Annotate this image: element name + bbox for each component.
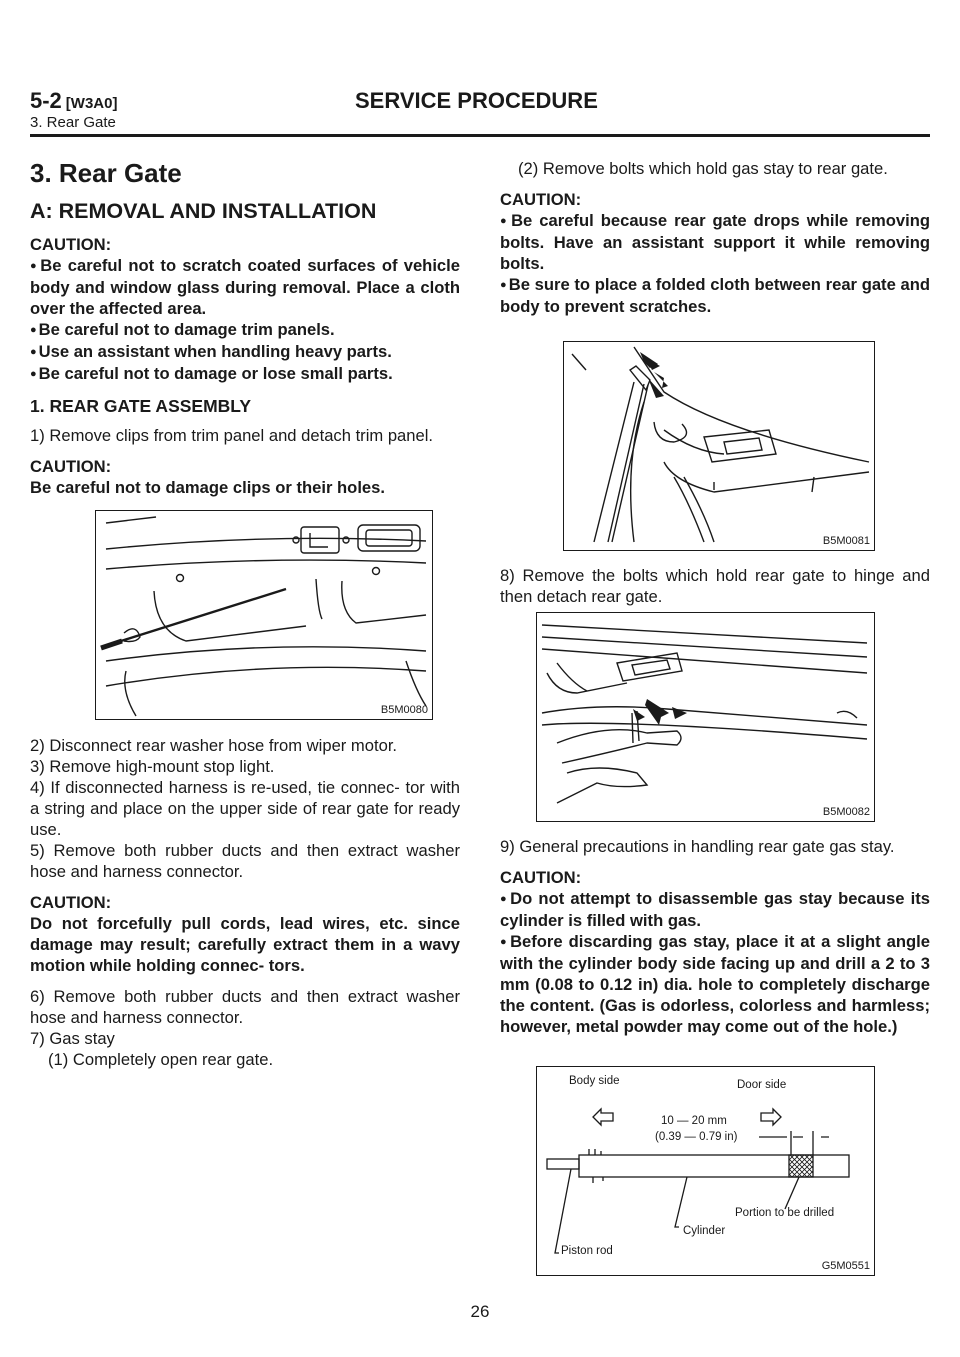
- door-side-arrow-icon: [761, 1109, 781, 1125]
- hinge-drawing: [537, 613, 874, 821]
- page-number: 26: [470, 1302, 490, 1321]
- caution-bullet: ● Be careful not to scratch coated surfaces of vehicle body and window glass during removal. Place a cloth over the affected area.: [30, 255, 460, 319]
- body-side-label: Body side: [569, 1075, 620, 1087]
- gas-stay-drawing: [564, 342, 874, 550]
- figure-hinge-bolts: [536, 612, 875, 822]
- dimension-mm-label: 10 — 20 mm: [661, 1115, 727, 1127]
- dimension-in-label: (0.39 — 0.79 in): [655, 1131, 738, 1143]
- step-text: 4) If disconnected harness is re-used, tie connec- tor with a string and place on the upper side of rear gate for ready use.: [30, 778, 460, 839]
- figure-caption: B5M0082: [822, 806, 870, 818]
- step-text: 7) Gas stay: [30, 1029, 115, 1048]
- right-column-step8: [500, 565, 930, 607]
- figure-caption: B5M0081: [822, 535, 870, 547]
- cylinder-label: Cylinder: [683, 1225, 726, 1237]
- figure-caption: G5M0551: [821, 1260, 870, 1272]
- caution-bullet: ● Be careful not to damage trim panels.: [30, 319, 460, 341]
- caution-bullet: ● Be careful because rear gate drops while removing bolts. Have an assistant support it while removing bolts.: [500, 210, 930, 274]
- caution-label: CAUTION:: [500, 868, 582, 887]
- caution-bullet: ● Do not attempt to disassemble gas stay because its cylinder is filled with gas.: [500, 888, 930, 931]
- section-code: 5-2 [W3A0]: [30, 88, 118, 113]
- piston-rod-label: Piston rod: [561, 1245, 613, 1257]
- left-column-lower: [30, 735, 460, 1070]
- step-text: (2) Remove bolts which hold gas stay to rear gate.: [518, 159, 888, 178]
- figure-caption: B5M0080: [380, 704, 428, 716]
- step-text: 8) Remove the bolts which hold rear gate to hinge and then detach rear gate.: [500, 566, 930, 606]
- page-title: SERVICE PROCEDURE: [355, 88, 598, 113]
- caution-text: Be careful not to damage clips or their holes.: [30, 478, 385, 497]
- section-heading: 3. Rear Gate: [30, 158, 182, 188]
- header-rule: [30, 134, 930, 137]
- right-column: [500, 158, 930, 317]
- right-column-step9: [500, 836, 930, 1037]
- drill-portion-label: Portion to be drilled: [735, 1207, 835, 1219]
- left-column: [30, 158, 460, 498]
- caution-label: CAUTION:: [30, 235, 112, 254]
- caution-label: CAUTION:: [30, 893, 112, 912]
- caution-bullet: ● Be sure to place a folded cloth between rear gate and body to prevent scratches.: [500, 274, 930, 317]
- figure-gas-stay-bolts: [563, 341, 875, 551]
- section-tag: [W3A0]: [65, 95, 118, 112]
- caution-label: CAUTION:: [30, 457, 112, 476]
- body-side-arrow-icon: [593, 1109, 613, 1125]
- caution-bullet: ● Use an assistant when handling heavy parts.: [30, 341, 460, 363]
- step-text: (1) Completely open rear gate.: [48, 1050, 274, 1069]
- step-text: 3) Remove high-mount stop light.: [30, 757, 275, 776]
- step-text: 6) Remove both rubber ducts and then extract washer hose and harness connector.: [30, 987, 460, 1027]
- step-text: 5) Remove both rubber ducts and then extract washer hose and harness connector.: [30, 841, 460, 881]
- step-text: 9) General precautions in handling rear gate gas stay.: [500, 837, 895, 856]
- figure-gas-stay-drill: [536, 1066, 875, 1276]
- trim-panel-drawing: [96, 511, 432, 719]
- gas-stay-cross-section: [537, 1067, 874, 1275]
- subsection-heading: A: REMOVAL AND INSTALLATION: [30, 199, 377, 223]
- page-subtitle: 3. Rear Gate: [30, 114, 116, 131]
- step-text: 2) Disconnect rear washer hose from wiper motor.: [30, 736, 398, 755]
- figure-trim-panel: [95, 510, 433, 720]
- caution-bullet: ● Before discarding gas stay, place it at a slight angle with the cylinder body side facing up and drill a 2 to 3 mm (0.08 to 0.12 in) dia. hole to completely discharge the content. (Gas is odorless, colorless and harmless; however, metal powder may come out of the hole.): [500, 931, 930, 1037]
- caution-text: Do not forcefully pull cords, lead wires, etc. since damage may result; carefully extract them in a wavy motion while holding connec- tors.: [30, 914, 460, 975]
- caution-label: CAUTION:: [500, 190, 582, 209]
- caution-bullet: ● Be careful not to damage or lose small parts.: [30, 363, 460, 385]
- procedure-heading: 1. REAR GATE ASSEMBLY: [30, 396, 252, 416]
- step-text: 1) Remove clips from trim panel and detach trim panel.: [30, 426, 434, 445]
- door-side-label: Door side: [737, 1079, 787, 1091]
